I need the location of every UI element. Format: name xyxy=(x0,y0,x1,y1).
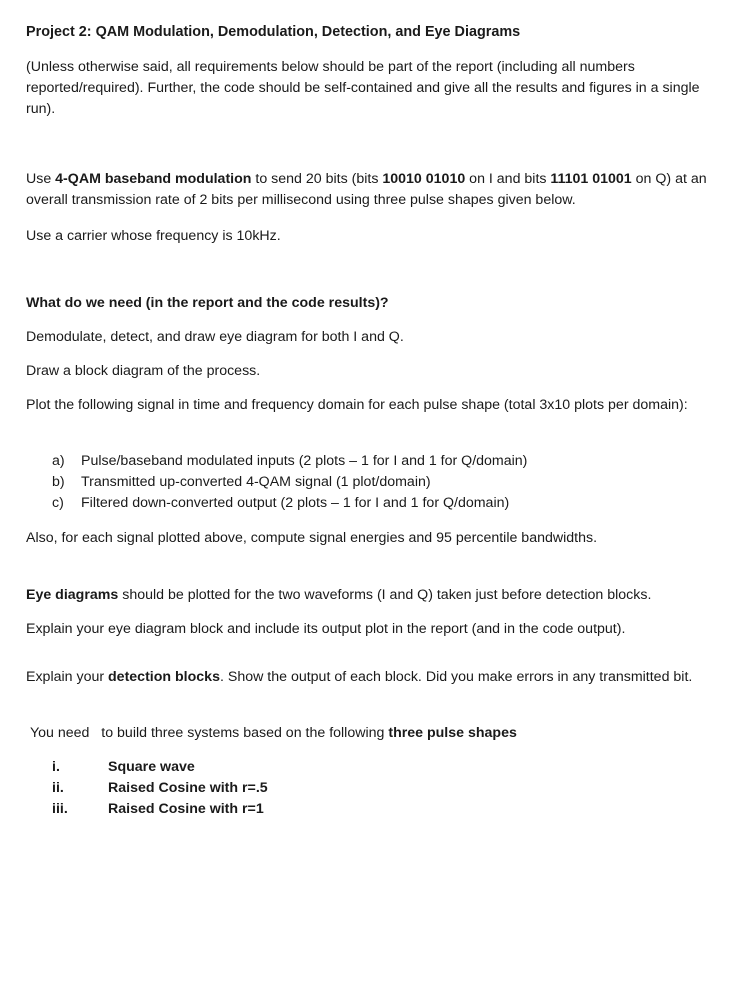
eye-label: Eye diagrams xyxy=(26,587,119,603)
systems-label: three pulse shapes xyxy=(388,725,517,741)
detection-text: Explain your xyxy=(26,669,109,685)
list-marker: b) xyxy=(52,474,65,490)
needs-paragraph-3: Plot the following signal in time and frequency domain for each pulse shape (total 3x10 plots per domain): xyxy=(26,397,688,413)
carrier-paragraph: Use a carrier whose frequency is 10kHz. xyxy=(26,228,281,244)
task-text: to send 20 bits (bits xyxy=(251,171,383,187)
detection-label: detection blocks xyxy=(108,669,220,685)
needs-paragraph-1: Demodulate, detect, and draw eye diagram for both I and Q. xyxy=(26,329,404,345)
document-title: Project 2: QAM Modulation, Demodulation, Detection, and Eye Diagrams xyxy=(26,24,521,40)
list-text: Raised Cosine with r=.5 xyxy=(108,780,268,796)
list-marker: iii. xyxy=(52,801,68,817)
list-text: Pulse/baseband modulated inputs (2 plots – 1 for I and 1 for Q/domain) xyxy=(81,453,528,469)
systems-text: You need to build three systems based on the following xyxy=(30,725,389,741)
list-marker: c) xyxy=(52,495,64,511)
intro-paragraph: (Unless otherwise said, all requirements below should be part of the report (including all numbers reported/required). Further, the code should be self-contained and give all the results and figures in a single run). xyxy=(26,59,700,117)
needs-paragraph-2: Draw a block diagram of the process. xyxy=(26,363,261,379)
eye-paragraph-2: Explain your eye diagram block and include its output plot in the report (and in the code output). xyxy=(26,621,626,637)
list-marker: i. xyxy=(52,759,60,775)
task-paragraph xyxy=(26,169,726,211)
eye-text: should be plotted for the two waveforms (I and Q) taken just before detection blocks. xyxy=(118,587,652,603)
task-text: on I and bits xyxy=(465,171,551,187)
needs-heading: What do we need (in the report and the code results)? xyxy=(26,295,389,311)
detection-paragraph xyxy=(26,667,726,688)
list-marker: ii. xyxy=(52,780,64,796)
list-text: Square wave xyxy=(108,759,195,775)
list-text: Raised Cosine with r=1 xyxy=(108,801,264,817)
list-text: Transmitted up-converted 4-QAM signal (1 plot/domain) xyxy=(81,474,431,490)
task-text: on Q) at an overall transmission rate of 2 bits per millisecond using three pulse shapes given below. xyxy=(26,171,707,208)
task-text: Use xyxy=(26,171,56,187)
task-modulation: 4-QAM baseband modulation xyxy=(55,171,252,187)
needs-paragraph-4: Also, for each signal plotted above, compute signal energies and 95 percentile bandwidths. xyxy=(26,530,598,546)
list-marker: a) xyxy=(52,453,65,469)
list-text: Filtered down-converted output (2 plots – 1 for I and 1 for Q/domain) xyxy=(81,495,510,511)
task-bits-q: 11101 01001 xyxy=(550,171,632,187)
systems-paragraph xyxy=(30,723,730,744)
task-bits-i: 10010 01010 xyxy=(382,171,466,187)
detection-text: . Show the output of each block. Did you make errors in any transmitted bit. xyxy=(219,669,693,685)
eye-paragraph-1 xyxy=(26,585,726,606)
